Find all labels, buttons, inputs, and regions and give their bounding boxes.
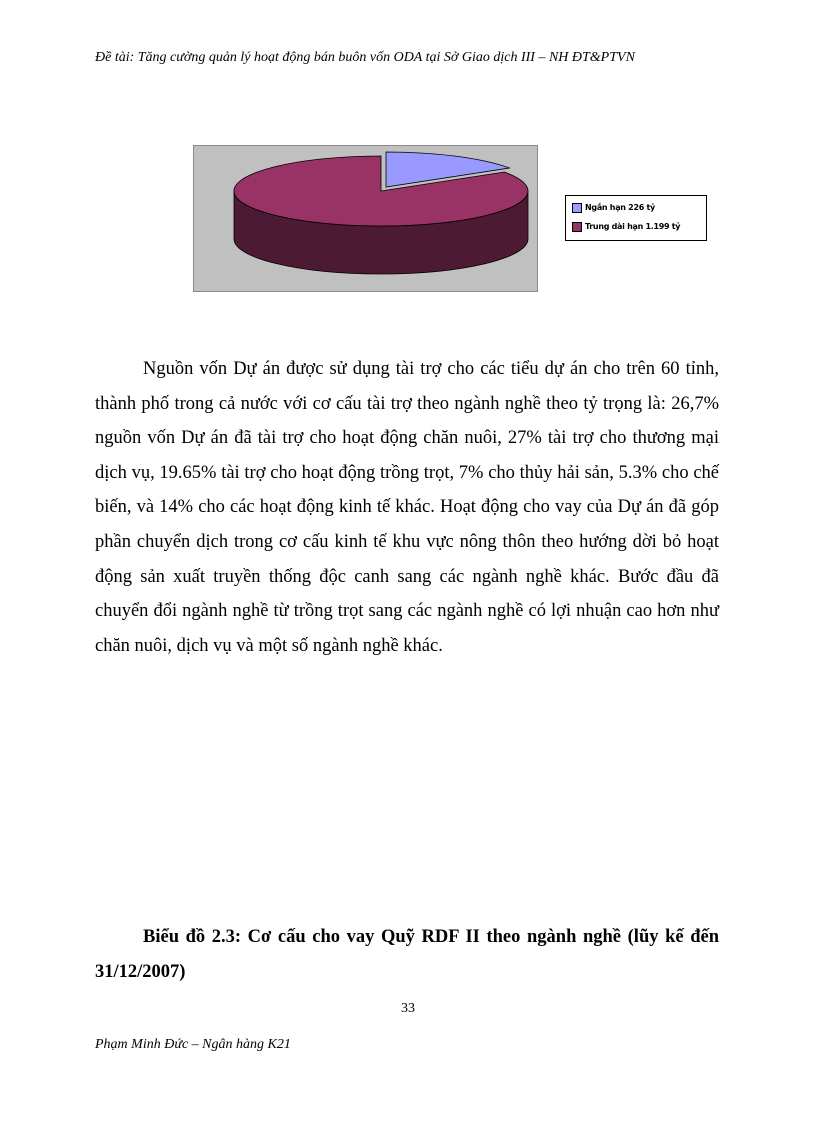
legend-item (572, 221, 680, 233)
chart-legend (565, 195, 707, 241)
legend-swatch (572, 222, 582, 232)
page-number: 33 (401, 1001, 415, 1016)
legend-item (572, 202, 655, 214)
body-paragraph: Nguồn vốn Dự án được sử dụng tài trợ cho các tiểu dự án cho trên 60 tỉnh, thành phố trong cả nước với cơ cấu tài trợ theo ngành nghề theo tỷ trọng là: 26,7% nguồn vốn Dự án đã tài trợ cho hoạt động chăn nuôi, 27% tài trợ cho thương mại dịch vụ, 19.65% tài trợ cho hoạt động trồng trọt, 7% cho thủy hải sản, 5.3% cho chế biến, và 14% cho các hoạt động kinh tế khác. Hoạt động cho vay của Dự án đã góp phần chuyển dịch trong cơ cấu kinh tế khu vực nông thôn theo hướng dời bỏ hoạt động sản xuất truyền thống độc canh sang các ngành nghề khác. Bước đầu đã chuyển đổi ngành nghề từ trồng trọt sang các ngành nghề có lợi nhuận cao hơn như chăn nuôi, dịch vụ và một số ngành nghề khác. (95, 359, 719, 656)
pie-chart-svg (194, 146, 537, 291)
legend-label: Ngắn hạn 226 tỷ (585, 203, 655, 212)
page-footer: Phạm Minh Đức – Ngân hàng K21 (95, 1037, 291, 1052)
pie-chart (193, 145, 538, 292)
page-header: Đề tài: Tăng cường quản lý hoạt động bán buôn vốn ODA tại Sở Giao dịch III – NH ĐT&PTVN (95, 50, 635, 65)
chart-caption: Biểu đồ 2.3: Cơ cấu cho vay Quỹ RDF II theo ngành nghề (lũy kế đến 31/12/2007) (95, 927, 719, 982)
legend-swatch (572, 203, 582, 213)
legend-label: Trung dài hạn 1.199 tỷ (585, 222, 681, 231)
